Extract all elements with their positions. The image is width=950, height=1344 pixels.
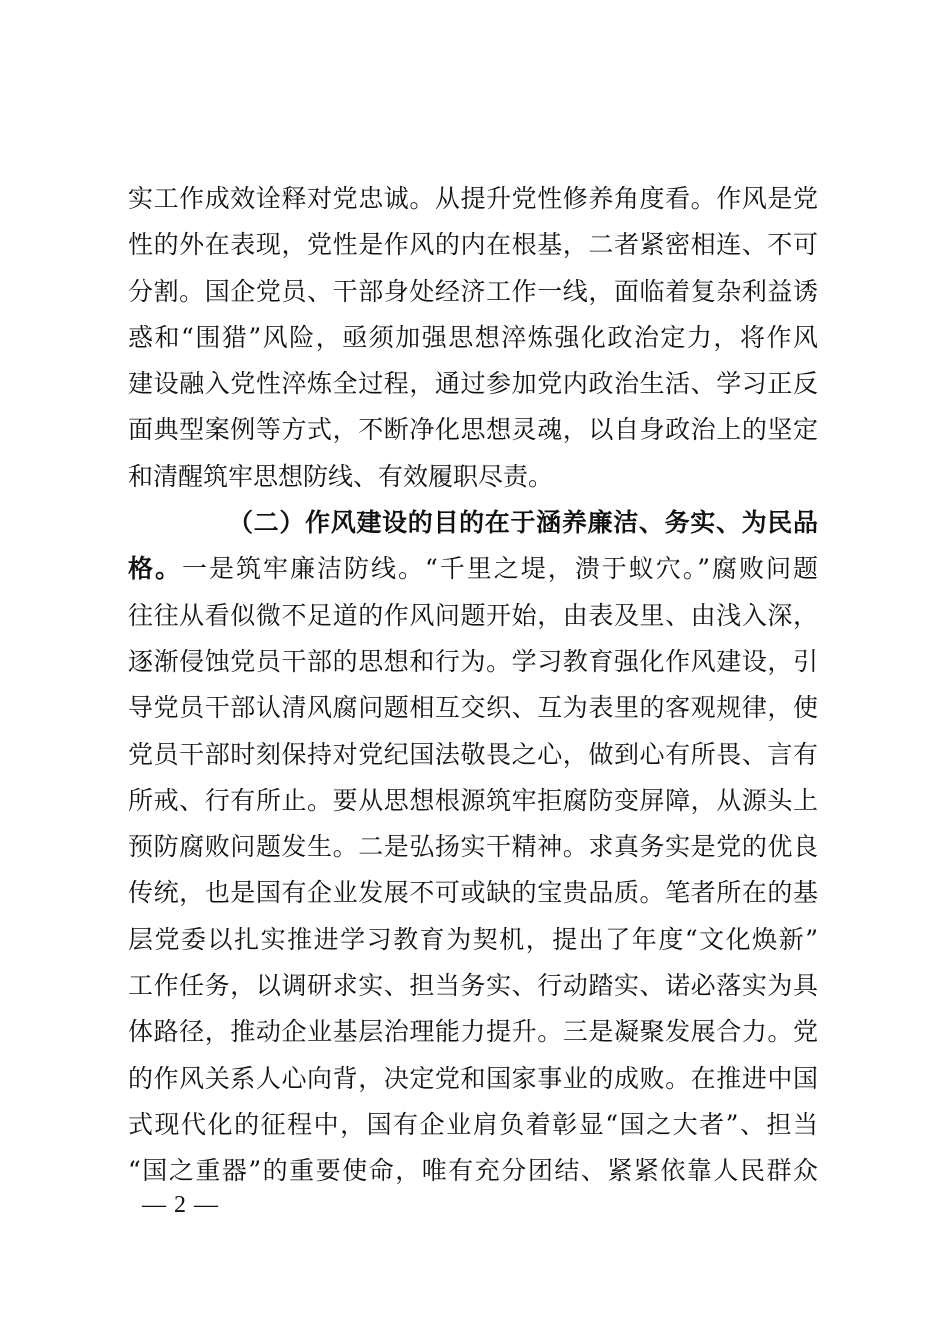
text-line: 惑和“围猎”风险，亟须加强思想淬炼强化政治定力，将作风 bbox=[128, 322, 818, 352]
text-line: 逐渐侵蚀党员干部的思想和行为。学习教育强化作风建设，引 bbox=[128, 646, 818, 676]
text-line: 性的外在表现，党性是作风的内在根基，二者紧密相连、不可 bbox=[128, 230, 818, 260]
text-line: 建设融入党性淬炼全过程，通过参加党内政治生活、学习正反 bbox=[128, 369, 818, 399]
text-line: 传统，也是国有企业发展不可或缺的宝贵品质。笔者所在的基 bbox=[128, 878, 818, 908]
text-run: 一是筑牢廉洁防线。“千里之堤，溃于蚁穴。”腐败问题 bbox=[182, 554, 818, 584]
text-line: 面典型案例等方式，不断净化思想灵魂，以自身政治上的坚定 bbox=[128, 415, 818, 445]
text-line: 所戒、行有所止。要从思想根源筑牢拒腐防变屏障，从源头上 bbox=[128, 785, 818, 815]
text-line: 往往从看似微不足道的作风问题开始，由表及里、由浅入深， bbox=[128, 600, 818, 630]
document-body bbox=[128, 176, 818, 1195]
page-number: — 2 — bbox=[142, 1192, 219, 1218]
text-line: 党员干部时刻保持对党纪国法敬畏之心，做到心有所畏、言有 bbox=[128, 739, 818, 769]
text-line: 体路径，推动企业基层治理能力提升。三是凝聚发展合力。党 bbox=[128, 1017, 818, 1047]
text-line: 和清醒筑牢思想防线、有效履职尽责。 bbox=[128, 461, 554, 491]
text-line: 预防腐败问题发生。二是弘扬实干精神。求真务实是党的优良 bbox=[128, 832, 818, 862]
text-line: 的作风关系人心向背，决定党和国家事业的成败。在推进中国 bbox=[128, 1063, 818, 1093]
text-line: 工作任务，以调研求实、担当务实、行动踏实、诺必落实为具 bbox=[128, 971, 818, 1001]
section-heading-tail: 格。 bbox=[128, 554, 182, 584]
text-line: 实工作成效诠释对党忠诚。从提升党性修养角度看。作风是党 bbox=[128, 184, 818, 213]
text-line: 式现代化的征程中，国有企业肩负着彰显“国之大者”、担当 bbox=[128, 1109, 818, 1139]
section-heading: （二）作风建设的目的在于涵养廉洁、务实、为民品 bbox=[228, 508, 818, 538]
paragraph-work-style-purpose bbox=[128, 500, 818, 1194]
text-line: 导党员干部认清风腐问题相互交织、互为表里的客观规律，使 bbox=[128, 693, 818, 723]
text-line: 层党委以扎实推进学习教育为契机，提出了年度“文化焕新” bbox=[128, 924, 818, 954]
paragraph-party-spirit bbox=[128, 176, 818, 500]
text-line: “国之重器”的重要使命，唯有充分团结、紧紧依靠人民群众 bbox=[128, 1156, 818, 1186]
text-line: 分割。国企党员、干部身处经济工作一线，面临着复杂利益诱 bbox=[128, 276, 818, 306]
text-line bbox=[128, 546, 818, 592]
